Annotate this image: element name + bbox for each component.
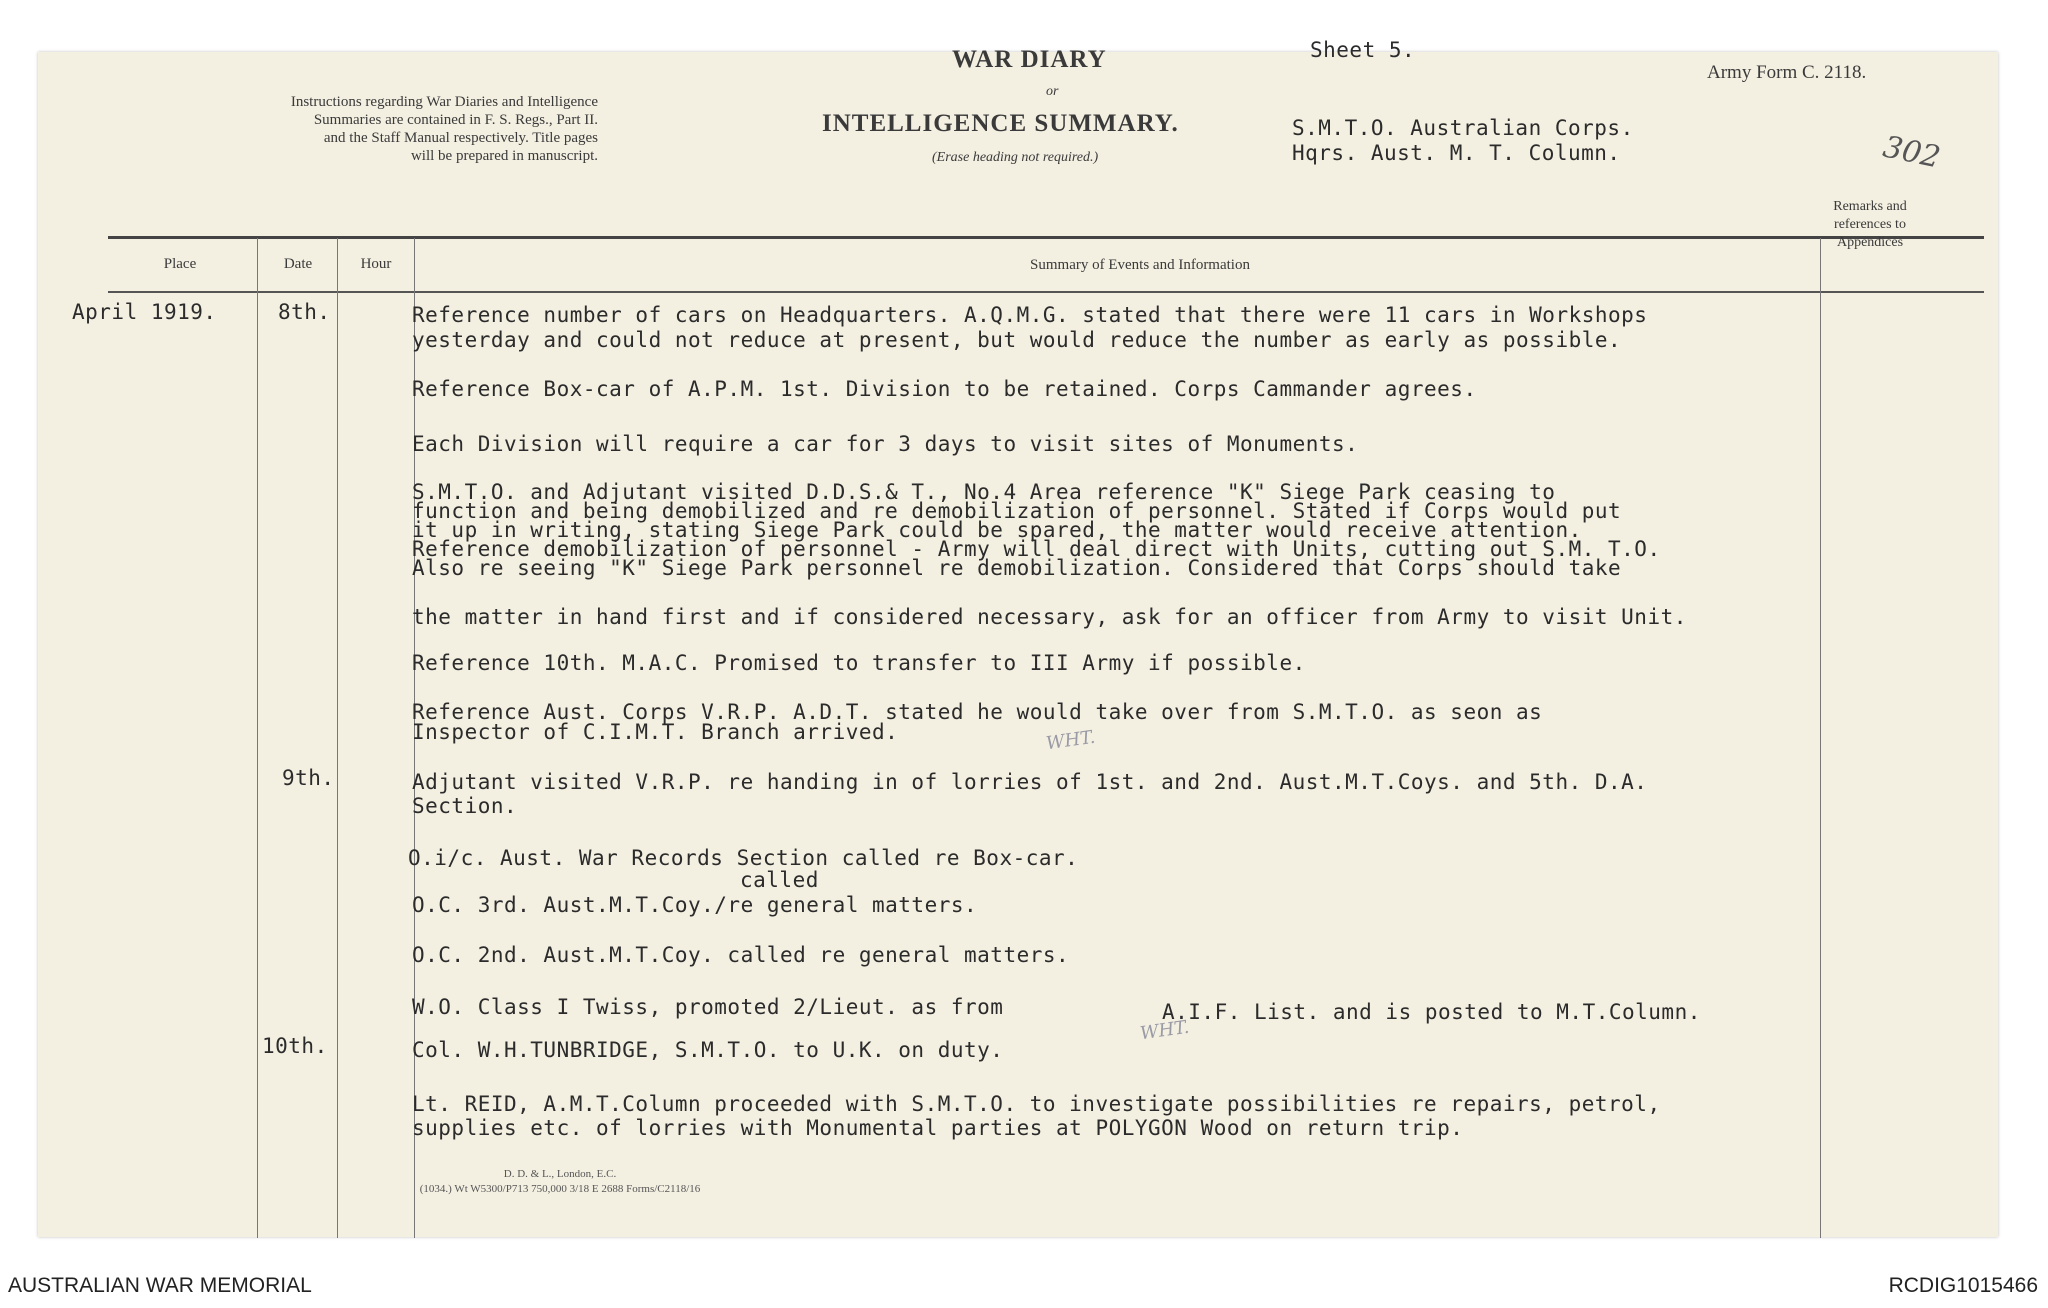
- instructions-note: [118, 93, 598, 165]
- header-bottom-rule: [108, 291, 1984, 293]
- summary-line: Reference Box-car of A.P.M. 1st. Division to be retained. Corps Cammander agrees.: [412, 377, 1477, 401]
- summary-line: Inspector of C.I.M.T. Branch arrived.: [412, 720, 899, 744]
- summary-line-insertion: called: [740, 868, 819, 892]
- remarks-line: Remarks and: [1833, 199, 1907, 214]
- printer-line: (1034.) Wt W5300/P713 750,000 3/18 E 2688 Forms/C2118/16: [419, 1183, 701, 1195]
- summary-line: Also re seeing "K" Siege Park personnel re demobilization. Considered that Corps should take: [412, 556, 1622, 580]
- unit-line-1: S.M.T.O. Australian Corps.: [1292, 116, 1634, 140]
- column-header-hour: Hour: [360, 256, 392, 272]
- summary-line: Reference 10th. M.A.C. Promised to transfer to III Army if possible.: [412, 651, 1306, 675]
- summary-line: it up in writing, stating Siege Park could be spared, the matter would receive attention.: [412, 518, 1582, 542]
- form-title-secondary: INTELLIGENCE SUMMARY.: [822, 110, 1179, 137]
- form-or: or: [1046, 84, 1059, 99]
- summary-line: S.M.T.O. and Adjutant visited D.D.S.& T., No.4 Area reference "K" Siege Park ceasing to: [412, 480, 1556, 504]
- instructions-line: Summaries are contained in F. S. Regs., Part II.: [313, 112, 598, 128]
- entry-date: 8th.: [278, 300, 331, 324]
- erase-note: (Erase heading not required.): [932, 150, 1099, 165]
- header-top-rule: [108, 236, 1984, 239]
- record-id: RCDIG1015466: [1888, 1274, 2038, 1297]
- war-diary-page: [38, 52, 1998, 1237]
- column-divider: [337, 238, 338, 1238]
- summary-line: Reference Aust. Corps V.R.P. A.D.T. stated he would take over from S.M.T.O. as seon as: [412, 700, 1543, 724]
- unit-line-2: Hqrs. Aust. M. T. Column.: [1292, 141, 1621, 165]
- entry-date: 10th.: [262, 1034, 328, 1058]
- remarks-line: Appendices: [1836, 235, 1904, 250]
- summary-line: Adjutant visited V.R.P. re handing in of lorries of 1st. and 2nd. Aust.M.T.Coys. and 5th. D.A.: [412, 770, 1648, 794]
- column-header-place: Place: [163, 256, 197, 272]
- entry-place: April 1919.: [72, 300, 217, 324]
- summary-line: the matter in hand first and if considered necessary, ask for an officer from Army to visit Unit.: [412, 605, 1687, 629]
- summary-line: Reference number of cars on Headquarters. A.Q.M.G. stated that there were 11 cars in Workshops: [412, 303, 1648, 327]
- summary-line: function and being demobilized and re demobilization of personnel. Stated if Corps would put: [412, 499, 1622, 523]
- printer-imprint: [300, 1167, 820, 1197]
- column-divider: [257, 238, 258, 1238]
- handwritten-initials: WHT.: [1044, 726, 1097, 755]
- page-number: 302: [1879, 129, 1944, 176]
- instructions-line: Instructions regarding War Diaries and Intelligence: [290, 94, 598, 110]
- instructions-line: and the Staff Manual respectively. Title pages: [323, 130, 598, 146]
- printer-line: D. D. & L., London, E.C.: [503, 1168, 617, 1180]
- summary-line: yesterday and could not reduce at present, but would reduce the number as early as possible.: [412, 328, 1622, 352]
- summary-line: W.O. Class I Twiss, promoted 2/Lieut. as from: [412, 995, 1004, 1019]
- summary-line: supplies etc. of lorries with Monumental parties at POLYGON Wood on return trip.: [412, 1116, 1464, 1140]
- archive-caption: AUSTRALIAN WAR MEMORIAL: [8, 1274, 312, 1297]
- summary-line: Col. W.H.TUNBRIDGE, S.M.T.O. to U.K. on duty.: [412, 1038, 1004, 1062]
- sheet-number: Sheet 5.: [1310, 38, 1416, 62]
- form-title: WAR DIARY: [952, 46, 1107, 73]
- column-header-remarks: [1822, 198, 1918, 252]
- summary-line: Section.: [412, 794, 518, 818]
- column-divider: [1820, 238, 1821, 1238]
- column-header-summary: Summary of Events and Information: [1030, 257, 1250, 273]
- summary-line: O.C. 3rd. Aust.M.T.Coy./re general matters.: [412, 893, 978, 917]
- summary-line: O.i/c. Aust. War Records Section called re Box-car.: [408, 846, 1079, 870]
- summary-line: O.C. 2nd. Aust.M.T.Coy. called re general matters.: [412, 943, 1070, 967]
- entry-date: 9th.: [282, 766, 335, 790]
- summary-line: Reference demobilization of personnel - Army will deal direct with Units, cutting out S.M. T.O.: [412, 537, 1661, 561]
- summary-line: Lt. REID, A.M.T.Column proceeded with S.M.T.O. to investigate possibilities re repairs, petrol,: [412, 1092, 1661, 1116]
- summary-line: A.I.F. List. and is posted to M.T.Column.: [1162, 1000, 1701, 1024]
- handwritten-initials: WHT.: [1138, 1016, 1191, 1045]
- army-form-number: Army Form C. 2118.: [1707, 62, 1867, 83]
- summary-line: Each Division will require a car for 3 days to visit sites of Monuments.: [412, 432, 1359, 456]
- remarks-line: references to: [1834, 217, 1906, 232]
- instructions-line: will be prepared in manuscript.: [410, 148, 598, 164]
- column-header-date: Date: [283, 256, 313, 272]
